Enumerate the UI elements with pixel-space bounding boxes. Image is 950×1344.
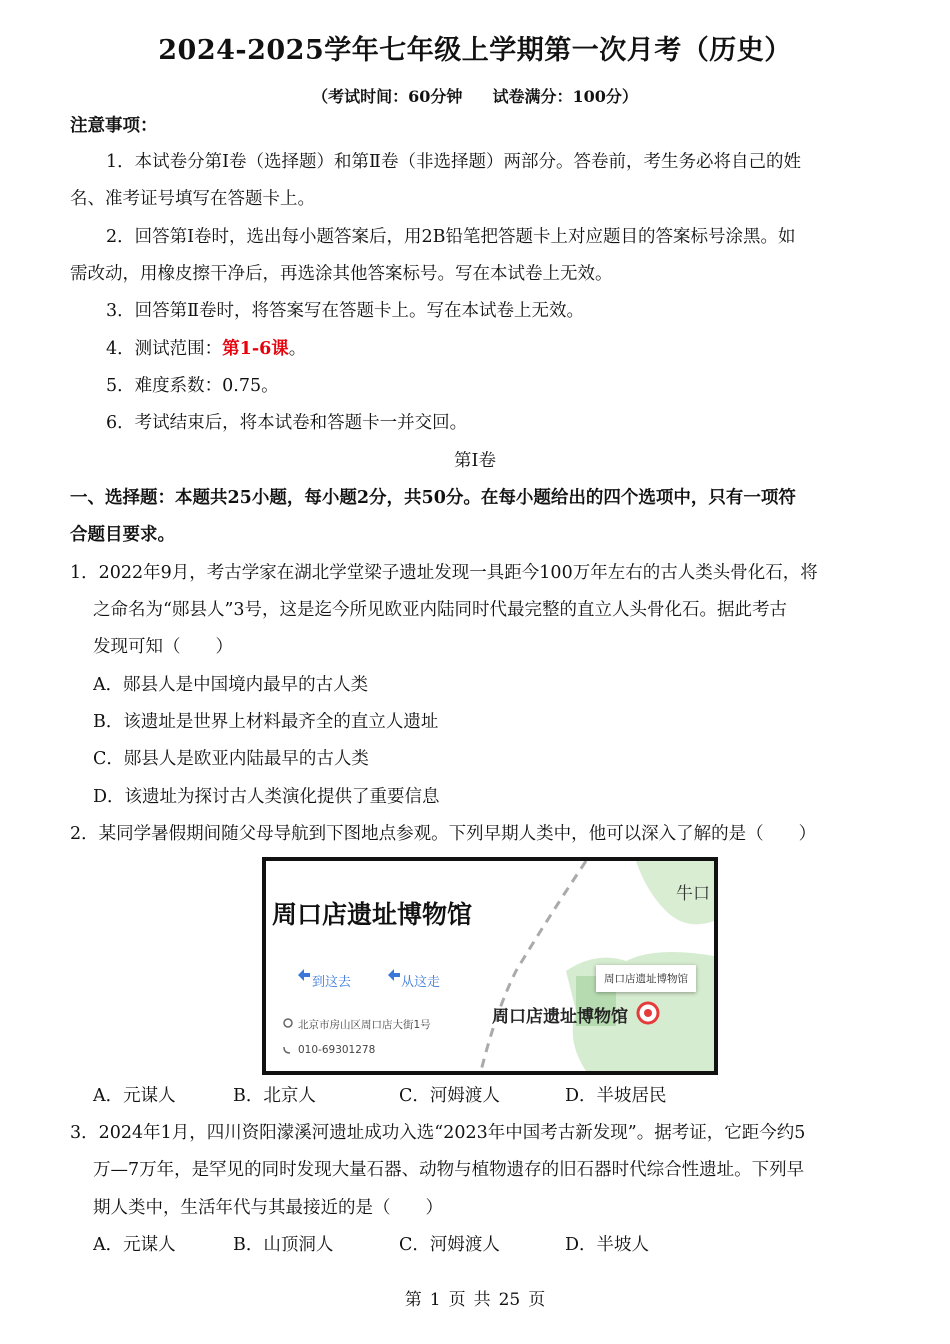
notice-item-4-prefix: 4．测试范围：: [106, 339, 223, 359]
q2-option-b: B．北京人: [233, 1086, 316, 1106]
go-here-link: 到这去: [312, 975, 352, 990]
q3-stem-line-3: 期人类中，生活年代与其最接近的是（ ）: [93, 1198, 443, 1218]
notice-item-6: 6．考试结束后，将本试卷和答题卡一并交回。: [106, 413, 468, 433]
from-here-link: 从这走: [401, 975, 441, 990]
notice-heading: 注意事项：: [70, 116, 158, 136]
map-popup: 周口店遗址博物馆: [596, 965, 696, 992]
section-heading-b: 合题目要求。: [70, 525, 175, 545]
notice-item-3: 3．回答第Ⅱ卷时，将答案写在答题卡上。写在本试卷上无效。: [106, 301, 585, 321]
exam-title: 2024-2025学年七年级上学期第一次月考（历史）: [158, 35, 792, 66]
q1-option-a: A．郧县人是中国境内最早的古人类: [93, 675, 369, 695]
q3-option-c: C．河姆渡人: [399, 1235, 500, 1255]
q3-option-b: B．山顶洞人: [233, 1235, 334, 1255]
museum-title: 周口店遗址博物馆: [272, 900, 473, 929]
notice-item-4-suffix: 。: [288, 339, 307, 359]
section-heading-a: 一、选择题：本题共25小题，每小题2分，共50分。在每小题给出的四个选项中，只有一项符: [70, 488, 796, 508]
q3-stem-line-2: 万—7万年，是罕见的同时发现大量石器、动物与植物遗存的旧石器时代综合性遗址。下列早: [93, 1160, 805, 1180]
q1-option-d: D．该遗址为探讨古人类演化提供了重要信息: [93, 787, 440, 807]
test-range-highlight: 第1-6课: [222, 339, 289, 359]
q2-stem: 2．某同学暑假期间随父母导航到下图地点参观。下列早期人类中，他可以深入了解的是（ ）: [70, 824, 817, 844]
q3-stem-line-1: 3．2024年1月，四川资阳濛溪河遗址成功入选“2023年中国考古新发现”。据考证，它距今约5: [70, 1123, 806, 1143]
museum-phone: 010-69301278: [298, 1044, 376, 1056]
q2-option-d: D．半坡居民: [565, 1086, 667, 1106]
q1-option-c: C．郧县人是欧亚内陆最早的古人类: [93, 749, 369, 769]
page-footer: 第 1 页 共 25 页: [404, 1290, 546, 1310]
map-corner-label: 牛口: [676, 884, 710, 904]
page-number: 1: [429, 1290, 441, 1310]
map-place-label: 周口店遗址博物馆: [492, 1007, 628, 1027]
exam-time: （考试时间：60分钟: [312, 87, 463, 106]
museum-address: 北京市房山区周口店大街1号: [298, 1019, 431, 1031]
notice-item-1a: 1．本试卷分第Ⅰ卷（选择题）和第Ⅱ卷（非选择题）两部分。答卷前，考生务必将自己的姓: [106, 152, 801, 172]
q1-stem-line-3: 发现可知（ ）: [93, 637, 233, 657]
q1-stem-line-2: 之命名为“郧县人”3号，这是迄今所见欧亚内陆同时代最完整的直立人头骨化石。据此考古: [93, 600, 788, 620]
notice-item-5: 5．难度系数：0.75。: [106, 376, 279, 396]
total-pages: 25: [498, 1290, 521, 1310]
volume-label: 第Ⅰ卷: [454, 451, 496, 471]
map-screenshot-figure: [262, 857, 718, 1075]
q2-option-c: C．河姆渡人: [399, 1086, 500, 1106]
q3-option-a: A．元谋人: [93, 1235, 176, 1255]
notice-item-1b: 名、准考证号填写在答题卡上。: [70, 189, 315, 209]
notice-item-2b: 需改动，用橡皮擦干净后，再选涂其他答案标号。写在本试卷上无效。: [70, 264, 613, 284]
q1-stem-line-1: 1．2022年9月，考古学家在湖北学堂梁子遗址发现一具距今100万年左右的古人类头骨化石，将: [70, 563, 818, 583]
notice-item-4: [106, 337, 921, 361]
exam-score: 试卷满分：100分）: [492, 87, 638, 106]
exam-subtitle: [0, 84, 950, 107]
q2-option-a: A．元谋人: [93, 1086, 176, 1106]
notice-item-2a: 2．回答第Ⅰ卷时，选出每小题答案后，用2B铅笔把答题卡上对应题目的答案标号涂黑。如: [106, 227, 796, 247]
q1-option-b: B．该遗址是世界上材料最齐全的直立人遗址: [93, 712, 439, 732]
q3-option-d: D．半坡人: [565, 1235, 650, 1255]
